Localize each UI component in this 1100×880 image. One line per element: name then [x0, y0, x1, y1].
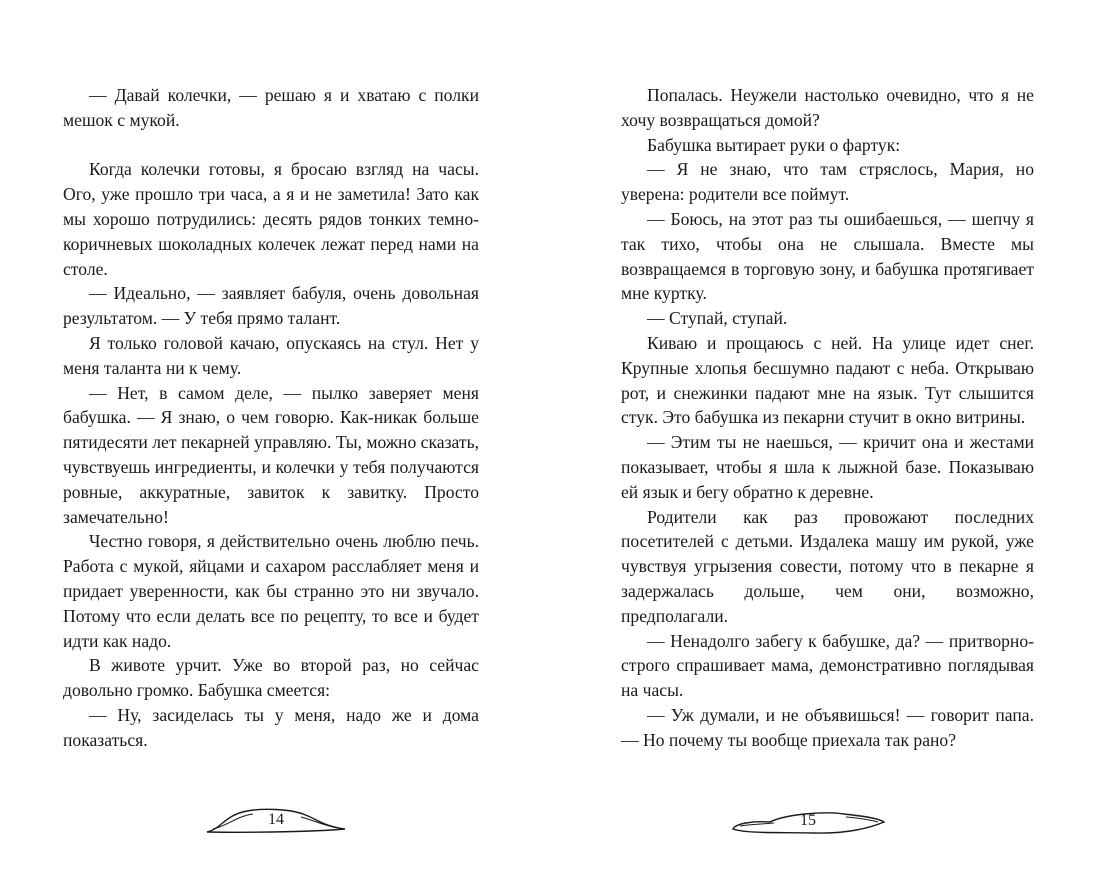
- paragraph: Бабушка вытирает руки о фартук:: [647, 134, 901, 155]
- paragraph: Попалась. Неужели настолько очевидно, что я не хочу возвращаться домой?: [621, 85, 1034, 130]
- paragraph: Киваю и прощаюсь с ней. На улице идет снег. Крупные хлопья бесшумно падают с неба. Открываю рот, и снежинки падают мне на язык. Тут слышится стук. Это бабушка из пекарни стучит в окно витрины.: [621, 332, 1034, 428]
- paragraph: — Идеально, — заявляет бабуля, очень довольная результатом. — У тебя прямо талант.: [63, 283, 479, 329]
- paragraph: — Уж думали, и не объявишься! — говорит папа. — Но почему ты вообще приехала так рано?: [621, 704, 1034, 750]
- paragraph: — Ступай, ступай.: [647, 308, 788, 329]
- paragraph: — Ну, засиделась ты у меня, надо же и дома показаться.: [63, 704, 479, 750]
- page-number-right: [730, 808, 886, 836]
- paragraph: — Давай колечки, — решаю я и хватаю с полки мешок с мукой.: [63, 85, 479, 130]
- paragraph: — Я не знаю, что там стряслось, Мария, но уверена: родители все поймут.: [621, 159, 1034, 205]
- left-page: [63, 83, 479, 753]
- paragraph: В животе урчит. Уже во второй раз, но сейчас довольно громко. Бабушка смеется:: [63, 655, 479, 701]
- paragraph: — Боюсь, на этот раз ты ошибаешься, — шепчу я так тихо, чтобы она не слышала. Вместе мы возвращаемся в торговую зону, и бабушка протягивает мне куртку.: [621, 208, 1034, 304]
- paragraph: — Ненадолго забегу к бабушке, да? — притворно-строго спрашивает мама, демонстративно поглядывая на часы.: [621, 630, 1034, 701]
- paragraph: — Нет, в самом деле, — пылко заверяет меня бабушка. — Я знаю, о чем говорю. Как-никак больше пятидесяти лет пекарней управляю. Ты, можно сказать, чувствуешь ингредиенты, и колечки у тебя получаются ровные, аккуратные, завиток к завитку. Просто замечательно!: [63, 382, 479, 527]
- section-break: [63, 133, 479, 158]
- right-page: [621, 83, 1034, 753]
- paragraph: Родители как раз провожают последних посетителей с детьми. Издалека машу им рукой, уже чувствуя угрызения совести, потому что в пекарне я задержалась дольше, чем они, возможно, предполагали.: [621, 506, 1034, 626]
- page-number: 14: [268, 811, 284, 828]
- paragraph: Когда колечки готовы, я бросаю взгляд на часы. Ого, уже прошло три часа, а я и не заметила! Зато как мы хорошо потрудились: десять рядов тонких темно-коричневых шоколадных колечек лежат перед нами на столе.: [63, 159, 479, 279]
- page-number: 15: [800, 812, 816, 829]
- paragraph: Я только головой качаю, опускаясь на стул. Нет у меня таланта ни к чему.: [63, 332, 479, 378]
- paragraph: Честно говоря, я действительно очень люблю печь. Работа с мукой, яйцами и сахаром расслабляет меня и придает уверенности, как бы странно это ни звучало. Потому что если делать все по рецепту, то все и будет идти как надо.: [63, 531, 479, 651]
- paragraph: — Этим ты не наешься, — кричит она и жестами показывает, чтобы я шла к лыжной базе. Показываю ей язык и бегу обратно к деревне.: [621, 432, 1034, 502]
- page-number-left: [205, 806, 347, 836]
